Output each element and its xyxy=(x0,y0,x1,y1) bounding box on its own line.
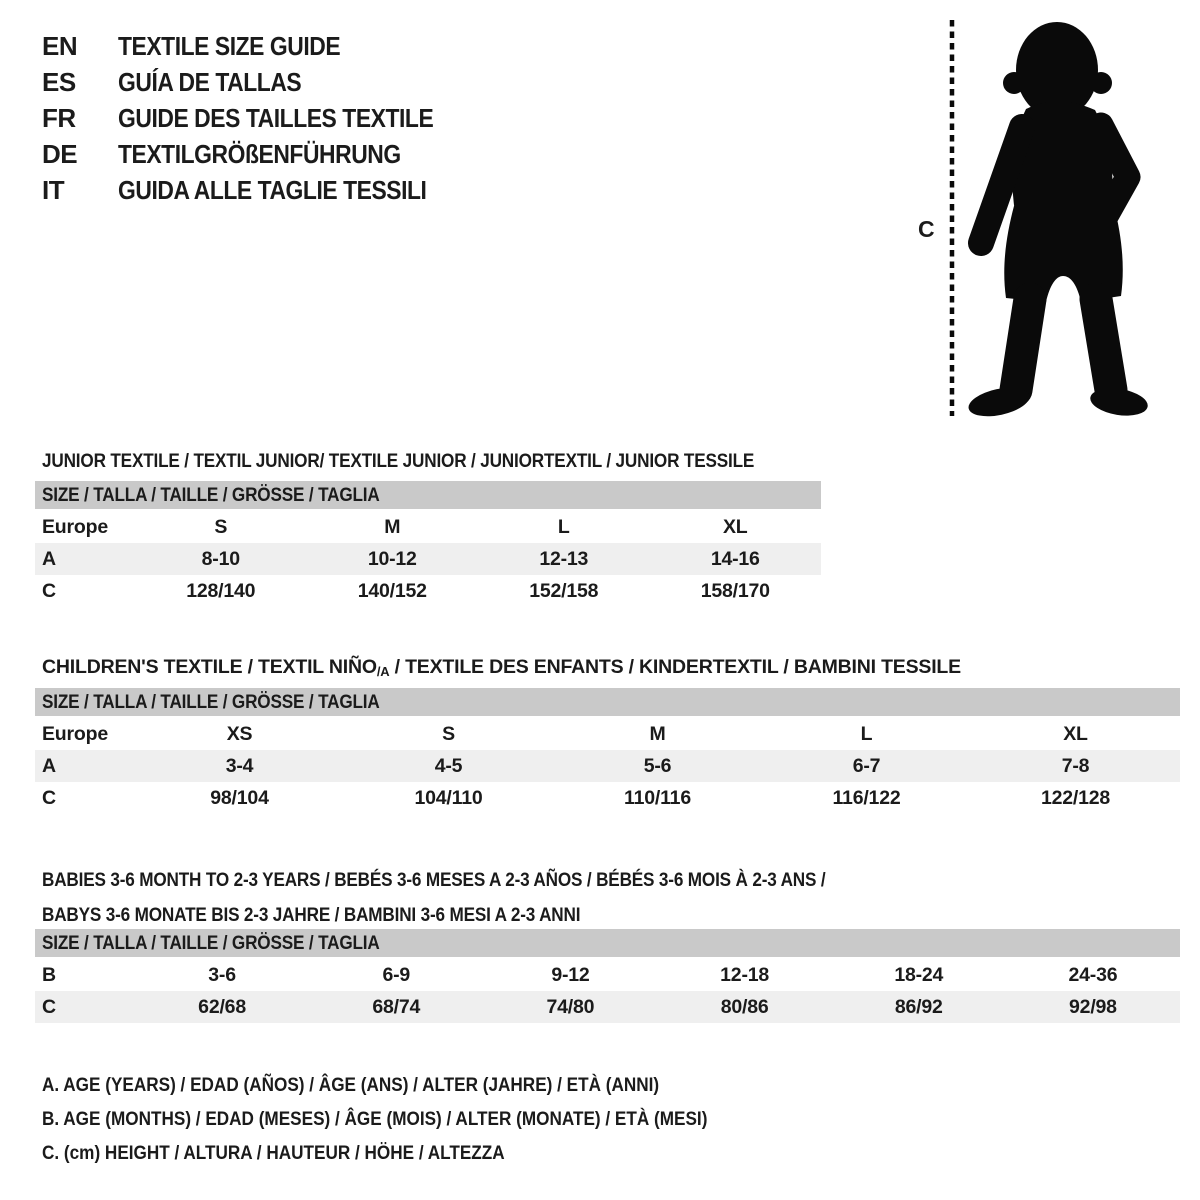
legend-text: B. AGE (MONTHS) / EDAD (MESES) / ÂGE (MOIS) / ALTER (MONATE) / ETÀ (MESI) xyxy=(42,1107,708,1130)
table-cell: M xyxy=(649,722,666,745)
table-cell: 14-16 xyxy=(710,547,760,570)
table-cell: 10-12 xyxy=(367,547,417,570)
table-cell: 98/104 xyxy=(210,786,269,809)
table-cell: 110/116 xyxy=(624,786,691,809)
guide-title-es: GUÍA DE TALLAS xyxy=(118,66,302,97)
guide-title-en: TEXTILE SIZE GUIDE xyxy=(118,30,341,61)
row-label: A xyxy=(42,754,56,777)
table-cell: 128/140 xyxy=(186,579,256,602)
table-row xyxy=(35,959,1180,991)
table-row xyxy=(35,575,821,607)
table-cell: 9-12 xyxy=(551,963,590,986)
table-cell: 6-9 xyxy=(382,963,411,986)
lang-code: DE xyxy=(42,138,78,169)
table-cell: 3-4 xyxy=(225,754,254,777)
baby-silhouette xyxy=(966,22,1150,420)
lang-code: IT xyxy=(42,174,65,205)
row-label: C xyxy=(42,579,56,602)
row-label: C xyxy=(42,786,56,809)
table-cell: 6-7 xyxy=(852,754,881,777)
row-label: Europe xyxy=(42,515,108,538)
table-cell: 152/158 xyxy=(529,579,599,602)
legend-text: A. AGE (YEARS) / EDAD (AÑOS) / ÂGE (ANS) / ALTER (JAHRE) / ETÀ (ANNI) xyxy=(42,1073,660,1096)
table-cell: 12-13 xyxy=(539,547,589,570)
guide-title-fr: GUIDE DES TAILLES TEXTILE xyxy=(118,102,434,133)
lang-row-it xyxy=(42,172,476,208)
table-row xyxy=(35,782,1180,814)
lang-code: FR xyxy=(42,102,76,133)
table-cell: 122/128 xyxy=(1040,786,1111,809)
lang-row-es xyxy=(42,64,476,100)
measure-label-c: C xyxy=(918,216,935,242)
babies-title-line2: BABYS 3-6 MONATE BIS 2-3 JAHRE / BAMBINI 3-6 MESI A 2-3 ANNI xyxy=(42,904,581,927)
lang-row-de xyxy=(42,136,476,172)
size-table-header xyxy=(35,929,1180,959)
table-cell: 116/122 xyxy=(832,786,901,809)
babies-size-table xyxy=(35,929,1180,1023)
table-row xyxy=(35,718,1180,750)
table-cell: 8-10 xyxy=(201,547,240,570)
junior-size-table xyxy=(35,481,821,607)
children-table-body xyxy=(35,718,1180,814)
table-cell: 4-5 xyxy=(434,754,463,777)
table-cell: 62/68 xyxy=(198,995,246,1018)
size-header-label: SIZE / TALLA / TAILLE / GRÖSSE / TAGLIA xyxy=(42,483,380,506)
table-cell: 18-24 xyxy=(894,963,944,986)
table-cell: S xyxy=(442,722,455,745)
measurement-legend xyxy=(42,1068,798,1170)
legend-line-c xyxy=(42,1136,798,1170)
table-row xyxy=(35,543,821,575)
table-cell: 68/74 xyxy=(372,995,421,1018)
section-title-junior: JUNIOR TEXTILE / TEXTIL JUNIOR/ TEXTILE JUNIOR / JUNIORTEXTIL / JUNIOR TESSILE xyxy=(42,450,755,473)
size-table-header xyxy=(35,481,821,511)
section-title-children xyxy=(42,656,961,679)
table-cell: XS xyxy=(226,722,253,745)
row-label: B xyxy=(42,963,56,986)
guide-title-it: GUIDA ALLE TAGLIE TESSILI xyxy=(118,174,427,205)
language-title-block xyxy=(42,28,476,208)
table-cell: 12-18 xyxy=(720,963,770,986)
nino-a-subscript: /A xyxy=(376,664,390,680)
table-cell: 158/170 xyxy=(700,579,770,602)
table-cell: 86/92 xyxy=(894,995,943,1018)
table-cell: 7-8 xyxy=(1061,754,1090,777)
table-cell: XL xyxy=(1063,722,1088,745)
toddler-silhouette-icon xyxy=(905,6,1167,420)
size-header-label: SIZE / TALLA / TAILLE / GRÖSSE / TAGLIA xyxy=(42,690,380,713)
lang-code: ES xyxy=(42,66,76,97)
table-cell: 140/152 xyxy=(357,579,427,602)
lang-code: EN xyxy=(42,30,78,61)
junior-table-body xyxy=(35,511,821,607)
table-cell: L xyxy=(557,515,570,538)
legend-text: C. (cm) HEIGHT / ALTURA / HAUTEUR / HÖHE / ALTEZZA xyxy=(42,1141,505,1164)
table-cell: L xyxy=(860,722,873,745)
table-row xyxy=(35,750,1180,782)
babies-table-body xyxy=(35,959,1180,1023)
table-cell: 80/86 xyxy=(720,995,769,1018)
table-cell: M xyxy=(384,515,401,538)
table-cell: 104/110 xyxy=(414,786,483,809)
row-label: A xyxy=(42,547,56,570)
lang-row-fr xyxy=(42,100,476,136)
table-cell: 92/98 xyxy=(1069,995,1117,1018)
row-label: Europe xyxy=(42,722,108,745)
lang-row-en xyxy=(42,28,476,64)
table-cell: 5-6 xyxy=(643,754,672,777)
table-row xyxy=(35,511,821,543)
size-header-label: SIZE / TALLA / TAILLE / GRÖSSE / TAGLIA xyxy=(42,931,380,954)
table-cell: 24-36 xyxy=(1068,963,1118,986)
section-title-babies xyxy=(42,863,932,933)
children-title-text: CHILDREN'S TEXTILE / TEXTIL NIÑO/A / TEXTILE DES ENFANTS / KINDERTEXTIL / BAMBINI TESSILE xyxy=(42,656,961,680)
size-table-header xyxy=(35,688,1180,718)
height-measure-figure xyxy=(905,6,1167,420)
table-cell: XL xyxy=(722,515,748,538)
row-label: C xyxy=(42,995,56,1018)
table-cell: 3-6 xyxy=(208,963,236,986)
guide-title-de: TEXTILGRÖßENFÜHRUNG xyxy=(118,138,401,169)
table-row xyxy=(35,991,1180,1023)
legend-line-a xyxy=(42,1068,798,1102)
table-cell: S xyxy=(214,515,228,538)
children-size-table xyxy=(35,688,1180,814)
babies-title-line1: BABIES 3-6 MONTH TO 2-3 YEARS / BEBÉS 3-6 MESES A 2-3 AÑOS / BÉBÉS 3-6 MOIS À 2-3 ANS / xyxy=(42,869,826,892)
table-cell: 74/80 xyxy=(546,995,595,1018)
legend-line-b xyxy=(42,1102,798,1136)
